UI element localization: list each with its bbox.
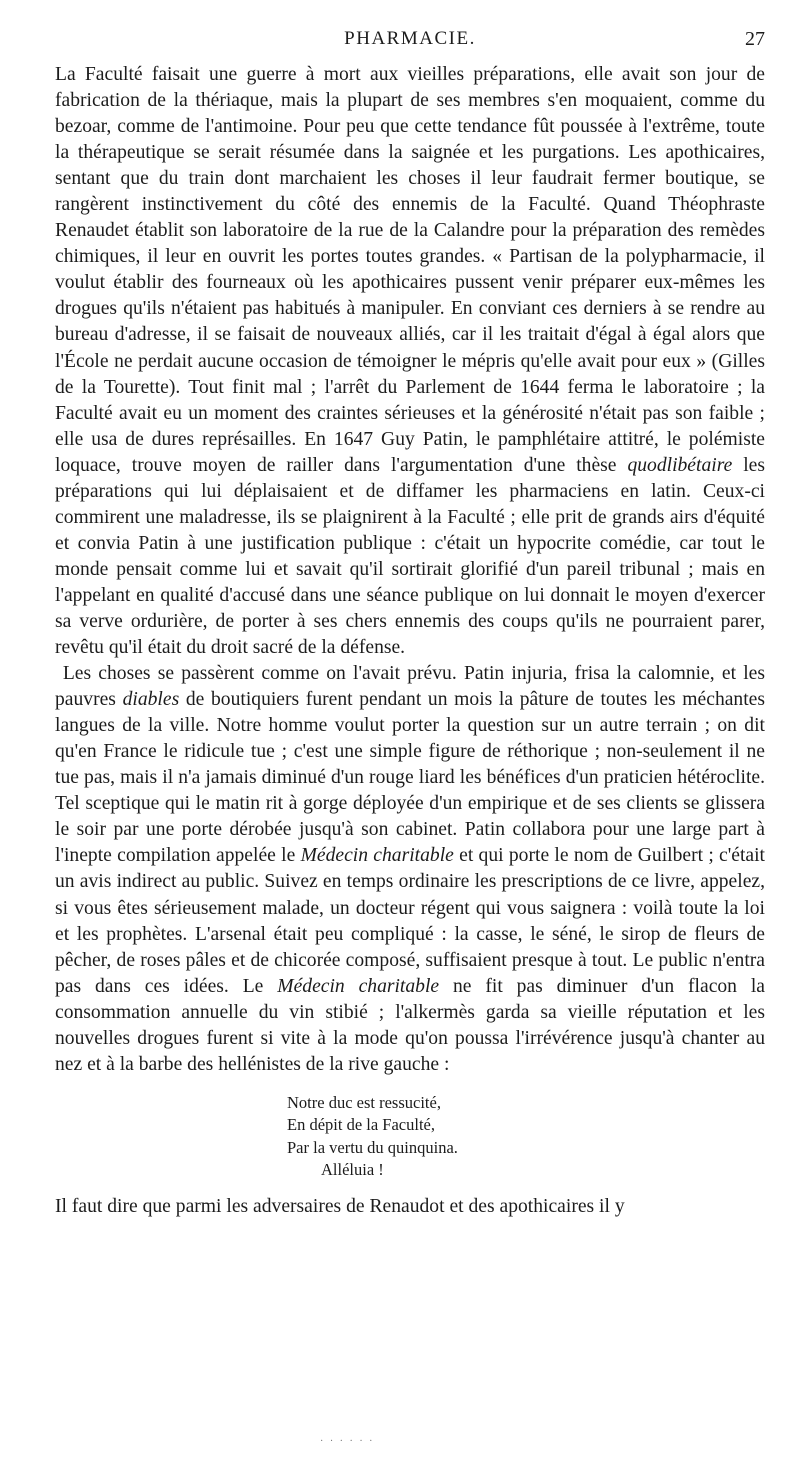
italic-book-title: Médecin charitable	[300, 845, 454, 867]
page-number: 27	[745, 28, 765, 50]
text-run: de boutiquiers furent pendant un mois la pâture de toutes les méchantes langues de la ville. Notre homme voulut porter la question sur un autre terrain ; on dit qu'en France le ridicule tue ; c'est une simple figure de réthorique ; non-seulement il ne tue pas, mais il n'a jamais diminué d'un rouge liard les bénéfices d'un praticien hétéroclite. Tel sceptique qui le matin rit à gorge déployée d'un empirique et de ses clients se glissera le soir par une porte dérobée jusqu'à son cabinet. Patin collabora pour une large part à l'inepte compilation appelée le	[55, 689, 765, 867]
italic-term-diables: diables	[122, 689, 180, 711]
paragraph-1	[55, 62, 765, 661]
italic-book-title: Médecin charitable	[277, 975, 440, 997]
poem	[287, 1092, 765, 1182]
text-run: ne fit pas diminuer d'un flacon la consommation annuelle du vin stibié ; l'alkermès garda sa vieille réputation et les nouvelles drogues furent si vite à la mode qu'on poussa l'irrévérence jusqu'à chanter au nez et à la barbe des hellénistes de la rive gauche :	[55, 975, 765, 1075]
running-head: PHARMACIE.	[344, 28, 476, 49]
poem-refrain: Alléluia !	[321, 1160, 384, 1180]
italic-term-quodlibetaire: quodlibétaire	[627, 454, 733, 476]
footer-mark: · · · · · ·	[320, 1436, 375, 1447]
paragraph-3: Il faut dire que parmi les adversaires de Renaudot et des apothicaires il y	[55, 1195, 625, 1217]
poem-line: Notre duc est ressucité,	[287, 1092, 441, 1112]
paragraph-2	[55, 661, 765, 1078]
poem-line: En dépit de la Faculté,	[287, 1115, 435, 1135]
text-run: et qui porte le nom de Guilbert ; c'était un avis indirect au public. Suivez en temps ordinaire les prescriptions de ce livre, appelez, si vous êtes sérieusement malade, un docteur régent qui vous saignera : voilà toute la loi et les prophètes. L'arsenal était peu compliqué : la casse, le séné, le sirop de fleurs de pêcher, de roses pâles et de chicorée composé, suffisaient presque à tout. Le public n'entra pas dans ces idées. Le	[55, 845, 766, 997]
text-run: La Faculté faisait une guerre à mort aux vieilles préparations, elle avait son jour de fabrication de la thériaque, mais la plupart de ses membres s'en moquaient, comme du bezoar, comme de l'antimoine. Pour peu que cette tendance fût poussée à l'extrême, toute la thérapeutique se serait résumée dans la saignée et les purgations. Les apothicaires, sentant que du train dont marchaient les choses il leur faudrait fermer boutique, se rangèrent instinctivement du côté des ennemis de la Faculté. Quand Théophraste Renaudet établit son laboratoire de la rue de la Calandre pour la préparation des remèdes chimiques, il leur en ouvrit les portes toutes grandes. « Partisan de la polypharmacie, il voulut établir des fourneaux où les apothicaires pussent venir préparer eux-mêmes les drogues qu'ils n'étaient pas habitués à manipuler. En conviant ces derniers à se rendre au bureau d'adresse, il se faisait de nouveaux alliés, car il les traitait d'égal à égal alors que l'École ne perdait aucune occasion de témoigner le mépris qu'elle avait pour eux » (Gilles de la Tourette). Tout finit mal ; l'arrêt du Parlement de 1644 ferma le laboratoire ; la Faculté avait eu un moment des craintes sérieuses et la générosité n'était pas son faible ; elle usa de dures représailles. En 1647 Guy Patin, le pamphlétaire attitré, le polémiste loquace, trouve moyen de railler dans l'argumentation d'une thèse	[55, 64, 765, 476]
page-header	[55, 28, 765, 56]
text-run: Les choses se passèrent comme on l'avait prévu. Patin injuria, frisa la calomnie, et les pauvres	[55, 663, 765, 711]
text-run: les préparations qui lui déplaisaient et de diffamer les pharmaciens en latin. Ceux-ci commirent une maladresse, ils se plaignirent à la Faculté ; elle prit de grands airs d'équité et convia Patin à une justification publique : c'était un hypocrite comédie, car tout le monde pensait comme lui et savait qu'il sortirait glorifié d'un pareil tribunal ; mais en l'appelant en qualité d'accusé dans une séance publique on lui donnait le moyen d'exercer sa verve ordurière, de porter à ses chers ennemis des coups qu'ils ne pourraient parer, revêtu qu'il était du droit sacré de la défense.	[55, 454, 765, 659]
poem-line: Par la vertu du quinquina.	[287, 1137, 458, 1157]
body-text	[55, 62, 765, 1220]
